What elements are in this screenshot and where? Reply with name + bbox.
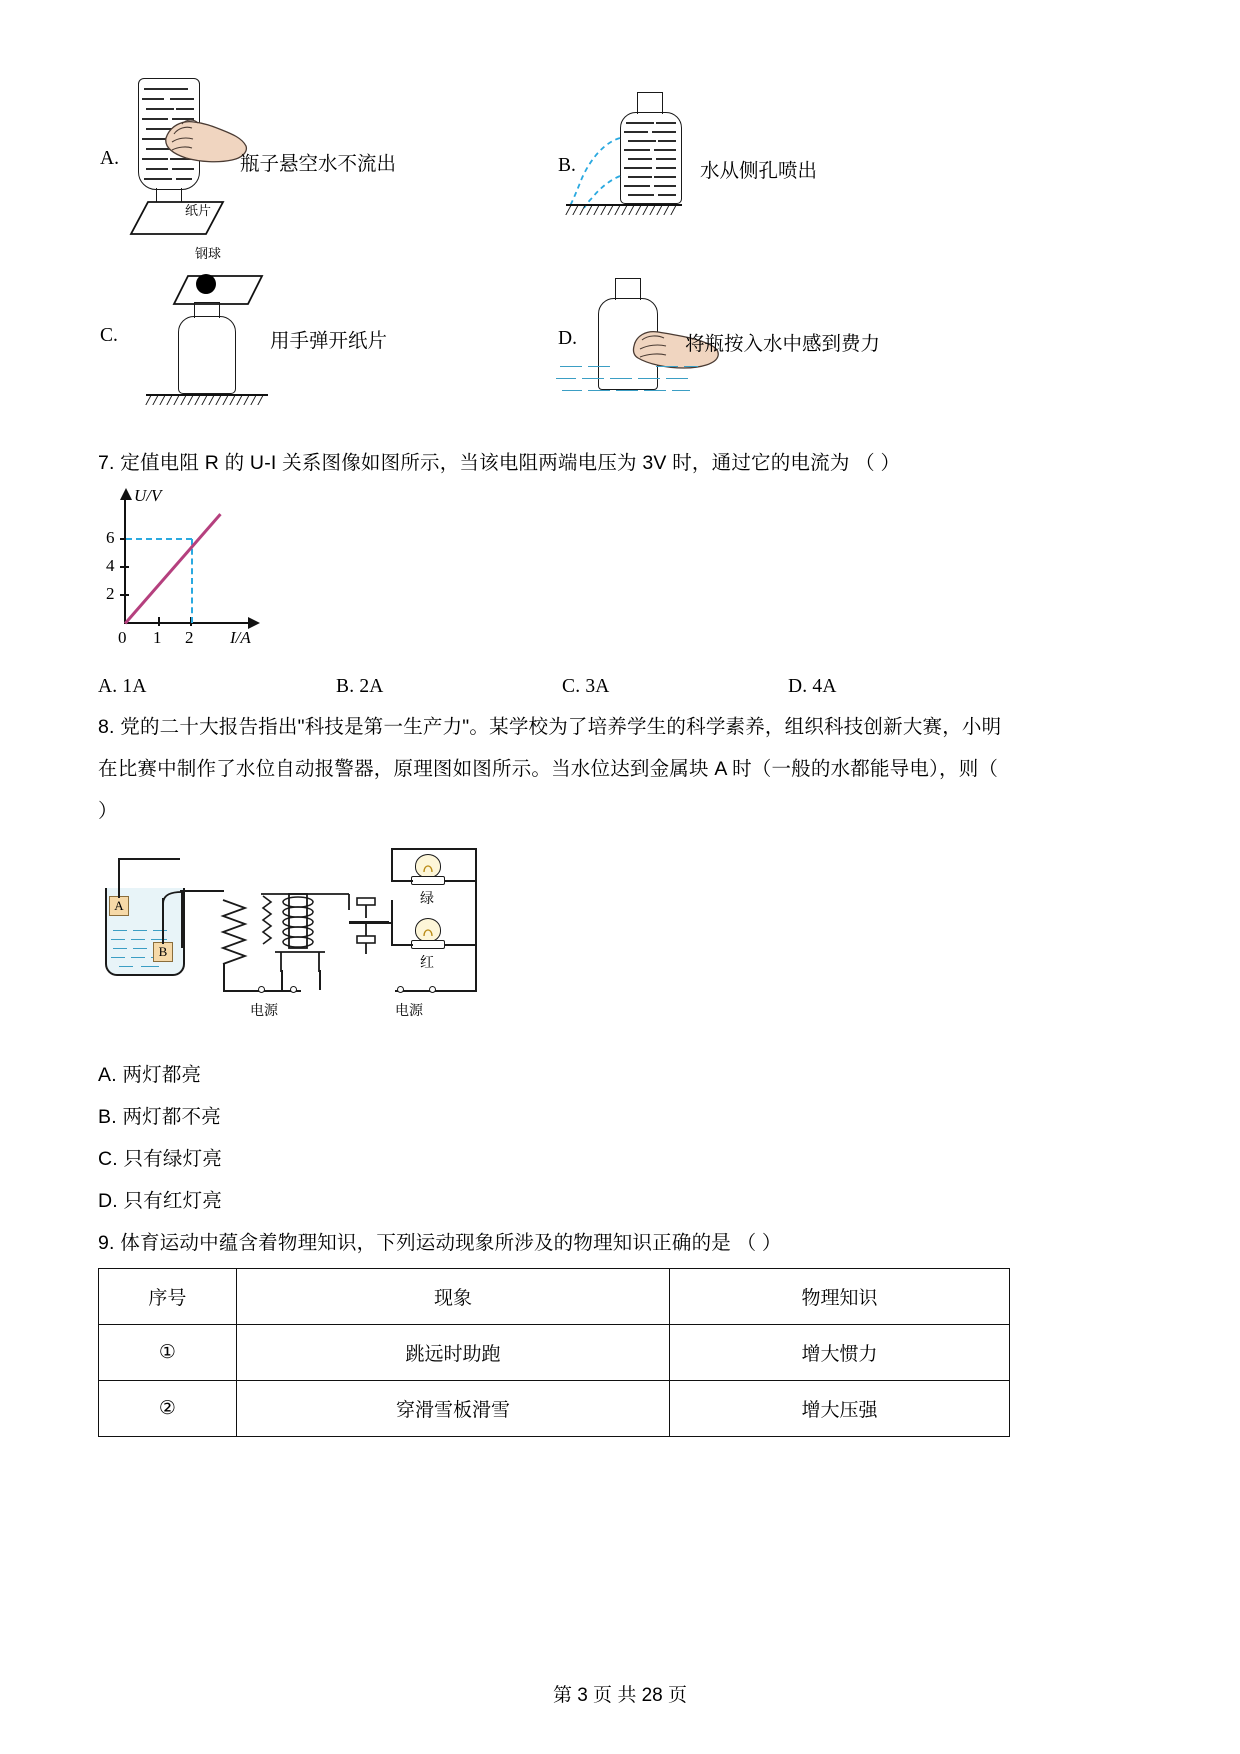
- x-axis-label: I/A: [230, 628, 251, 647]
- option-a-figure-label: 纸片: [185, 203, 212, 218]
- source-right-terminal-1: [397, 986, 404, 993]
- green-lamp-label: 绿: [420, 890, 434, 906]
- bottle-body-c: [178, 316, 236, 394]
- hand-icon-a: [160, 108, 252, 172]
- option-c-figure-label: 钢球: [195, 246, 222, 261]
- wire-green-right: [475, 848, 477, 880]
- table-header-row: [99, 1269, 1010, 1325]
- y-tick-4: [120, 566, 129, 568]
- q7-choice-d: D. 4A: [788, 676, 837, 697]
- wire-a-up: [118, 858, 120, 898]
- steel-ball-c: [196, 274, 216, 294]
- wire-coil-bottom: [223, 964, 225, 992]
- option-c-caption: 用手弹开纸片: [270, 330, 388, 352]
- q7-choice-a: A. 1A: [98, 676, 147, 697]
- wire-switch-to-lamp: [349, 922, 393, 924]
- wire-red-base-l: [391, 944, 413, 946]
- red-lamp-filament: [415, 918, 441, 942]
- y-axis-arrow: [119, 488, 133, 500]
- green-lamp-filament: [415, 854, 441, 878]
- page-footer: 第 3 页 共 28 页: [552, 1685, 688, 1706]
- wire-red-base-r: [444, 944, 477, 946]
- source-left-terminal-2: [290, 986, 297, 993]
- y-tick-2: [120, 594, 129, 596]
- wire-green-base-l: [391, 880, 413, 882]
- option-b-figure: [580, 92, 720, 222]
- bottle-neck-b: [637, 92, 663, 114]
- ui-line: [124, 514, 221, 625]
- question7-stem: 7. 定值电阻 R 的 U-I 关系图像如图所示，当该电阻两端电压为 3V 时，通过它的电流为 （ ）: [98, 452, 901, 474]
- wire-right-bottom: [395, 990, 477, 992]
- q8-choice-b: B. 两灯都不亮: [98, 1106, 221, 1128]
- wire-green-top: [391, 848, 477, 850]
- option-d-letter: D.: [558, 328, 577, 349]
- q8-choice-a: A. 两灯都亮: [98, 1064, 202, 1086]
- table-cell-index-2: ②: [99, 1381, 237, 1437]
- option-b-letter: B.: [558, 155, 576, 176]
- x-tick-1: [158, 617, 160, 626]
- red-lamp-label: 红: [420, 954, 434, 970]
- x-tick-label-0: 0: [118, 628, 127, 647]
- x-tick-label-2: 2: [185, 628, 194, 647]
- q8-choice-c: C. 只有绿灯亮: [98, 1148, 223, 1170]
- option-a-caption: 瓶子悬空水不流出: [240, 153, 397, 175]
- wire-green-base-r: [444, 880, 477, 882]
- water-fill-b: [622, 118, 680, 202]
- water-level-d: [556, 366, 704, 396]
- x-tick-label-1: 1: [153, 628, 162, 647]
- electrode-a-label: A: [114, 898, 124, 913]
- y-axis-label: U/V: [134, 486, 162, 505]
- ground-hatch-c: [146, 394, 268, 406]
- option-a-letter: A.: [100, 148, 119, 169]
- electromagnet-coil: [217, 898, 251, 968]
- water-alarm-circuit: [95, 840, 495, 1040]
- source-right-label: 电源: [395, 1002, 423, 1018]
- y-tick-label-6: 6: [106, 528, 115, 547]
- wire-coil-top: [180, 890, 224, 892]
- source-left-label: 电源: [250, 1002, 278, 1018]
- relay-contacts: [343, 892, 413, 982]
- wire-b-right: [181, 890, 183, 948]
- question8-stem-line2: 在比赛中制作了水位自动报警器，原理图如图所示。当水位达到金属块 A 时（一般的水都能导电），则（: [98, 758, 999, 780]
- x-axis: [124, 622, 250, 624]
- wire-a-top: [118, 858, 180, 860]
- ground-hatch-b: [566, 204, 682, 216]
- table-header-index: 序号: [99, 1269, 237, 1325]
- bottle-neck-d: [615, 278, 641, 300]
- table-row: [99, 1325, 1010, 1381]
- q8-choice-d: D. 只有红灯亮: [98, 1190, 223, 1212]
- wire-relay-leg2: [281, 970, 283, 990]
- wire-red-right: [475, 880, 477, 992]
- option-d-caption: 将瓶按入水中感到费力: [685, 333, 881, 355]
- guide-vertical-2a: [191, 539, 193, 623]
- table-row: [99, 1381, 1010, 1437]
- source-left-terminal-1: [258, 986, 265, 993]
- wire-relay-leg: [319, 970, 321, 990]
- q7-choice-b: B. 2A: [336, 676, 384, 697]
- table-cell-phenomenon-2: 穿滑雪板滑雪: [236, 1381, 669, 1437]
- ui-graph: [106, 486, 290, 650]
- option-c-letter: C.: [100, 325, 118, 346]
- green-lamp-base: [411, 876, 445, 885]
- y-tick-label-4: 4: [106, 556, 115, 575]
- option-a-figure: [120, 78, 240, 223]
- question9-table: [98, 1268, 1010, 1437]
- red-lamp-base: [411, 940, 445, 949]
- electrode-a: [109, 896, 129, 916]
- source-right-terminal-2: [429, 986, 436, 993]
- wire-green-left: [391, 848, 393, 880]
- option-b-caption: 水从侧孔喷出: [700, 160, 818, 182]
- y-axis: [124, 496, 126, 624]
- table-cell-knowledge-1: 增大惯力: [670, 1325, 1010, 1381]
- table-header-phenomenon: 现象: [236, 1269, 669, 1325]
- table-cell-knowledge-2: 增大压强: [670, 1381, 1010, 1437]
- electrode-b-label: B: [158, 944, 168, 959]
- table-header-knowledge: 物理知识: [670, 1269, 1010, 1325]
- electrode-b: [153, 942, 173, 962]
- table-cell-index-1: ①: [99, 1325, 237, 1381]
- table-cell-phenomenon-1: 跳远时助跑: [236, 1325, 669, 1381]
- question8-stem-line1: 8. 党的二十大报告指出"科技是第一生产力"。某学校为了培养学生的科学素养，组织科技创新大赛，小明: [98, 716, 1002, 738]
- guide-horizontal-6v: [126, 538, 192, 540]
- question8-stem-line3: ）: [98, 800, 118, 822]
- paper-card-c: [170, 274, 270, 308]
- question9-stem: 9. 体育运动中蕴含着物理知识，下列运动现象所涉及的物理知识正确的是 （ ）: [98, 1232, 782, 1254]
- q7-choice-c: C. 3A: [562, 676, 610, 697]
- y-tick-label-2: 2: [106, 584, 115, 603]
